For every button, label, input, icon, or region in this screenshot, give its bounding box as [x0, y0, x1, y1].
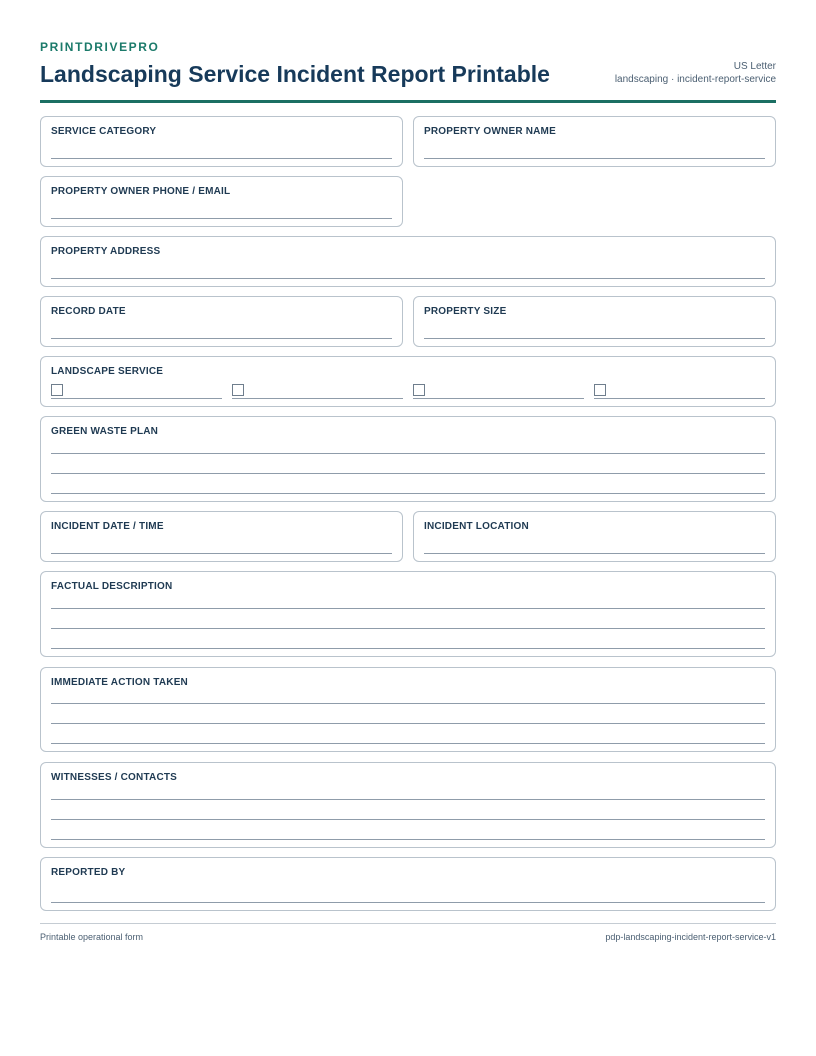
title-row — [40, 58, 776, 88]
landscape-service-field — [40, 356, 776, 407]
writing-line[interactable] — [424, 553, 765, 554]
document-tags: landscaping · incident-report-service — [614, 74, 776, 85]
field-label: PROPERTY OWNER NAME — [424, 126, 556, 137]
writing-line[interactable] — [51, 453, 765, 454]
writing-line[interactable] — [51, 902, 765, 903]
checkbox[interactable] — [413, 384, 425, 396]
writing-line[interactable] — [51, 648, 765, 649]
field-label: INCIDENT LOCATION — [424, 521, 529, 532]
writing-line[interactable] — [51, 819, 765, 820]
service-category-field[interactable] — [40, 116, 403, 167]
writing-line[interactable] — [51, 473, 765, 474]
footer-left-text: Printable operational form — [40, 932, 144, 942]
writing-line[interactable] — [51, 839, 765, 840]
checkbox[interactable] — [232, 384, 244, 396]
header-divider — [40, 100, 776, 103]
incident-location-field[interactable] — [413, 511, 776, 562]
writing-line[interactable] — [51, 493, 765, 494]
writing-line[interactable] — [51, 338, 392, 339]
field-label: SERVICE CATEGORY — [51, 126, 157, 137]
field-label: INCIDENT DATE / TIME — [51, 521, 164, 532]
writing-line[interactable] — [424, 158, 765, 159]
page-title: Landscaping Service Incident Report Printable — [40, 61, 550, 87]
checkbox-option[interactable] — [594, 383, 765, 399]
incident-datetime-field[interactable] — [40, 511, 403, 562]
checkbox[interactable] — [51, 384, 63, 396]
field-label: PROPERTY ADDRESS — [51, 246, 161, 257]
checkbox[interactable] — [594, 384, 606, 396]
checkbox-option[interactable] — [51, 383, 222, 399]
document-meta — [615, 60, 776, 88]
brand-logo-text: PRINTDRIVEPRO — [40, 40, 160, 54]
writing-line[interactable] — [51, 743, 765, 744]
factual-description-field[interactable] — [40, 571, 776, 657]
reported-by-field[interactable] — [40, 857, 776, 911]
paper-size: US Letter — [733, 61, 776, 72]
field-label: LANDSCAPE SERVICE — [51, 366, 164, 377]
field-label: FACTUAL DESCRIPTION — [51, 581, 173, 592]
field-label: PROPERTY SIZE — [424, 306, 507, 317]
property-size-field[interactable] — [413, 296, 776, 347]
witnesses-field[interactable] — [40, 762, 776, 848]
property-owner-contact-field[interactable] — [40, 176, 403, 227]
field-label: WITNESSES / CONTACTS — [51, 772, 178, 783]
footer-form-id: pdp-landscaping-incident-report-service-v1 — [605, 932, 776, 942]
green-waste-plan-field[interactable] — [40, 416, 776, 502]
checkbox-option[interactable] — [232, 383, 403, 399]
immediate-action-field[interactable] — [40, 667, 776, 752]
writing-line[interactable] — [51, 799, 765, 800]
writing-line[interactable] — [51, 218, 392, 219]
writing-line[interactable] — [51, 278, 765, 279]
field-label: IMMEDIATE ACTION TAKEN — [51, 677, 188, 688]
field-label: GREEN WASTE PLAN — [51, 426, 159, 437]
record-date-field[interactable] — [40, 296, 403, 347]
writing-line[interactable] — [51, 608, 765, 609]
writing-line[interactable] — [424, 338, 765, 339]
writing-line[interactable] — [51, 628, 765, 629]
writing-line[interactable] — [51, 553, 392, 554]
field-label: RECORD DATE — [51, 306, 126, 317]
writing-line[interactable] — [51, 158, 392, 159]
field-label: REPORTED BY — [51, 867, 126, 878]
field-label: PROPERTY OWNER PHONE / EMAIL — [51, 186, 231, 197]
writing-line[interactable] — [51, 703, 765, 704]
checkbox-group — [51, 383, 765, 399]
page-footer — [40, 923, 776, 942]
property-address-field[interactable] — [40, 236, 776, 287]
page-header — [40, 40, 776, 103]
property-owner-name-field[interactable] — [413, 116, 776, 167]
checkbox-option[interactable] — [413, 383, 584, 399]
writing-line[interactable] — [51, 723, 765, 724]
